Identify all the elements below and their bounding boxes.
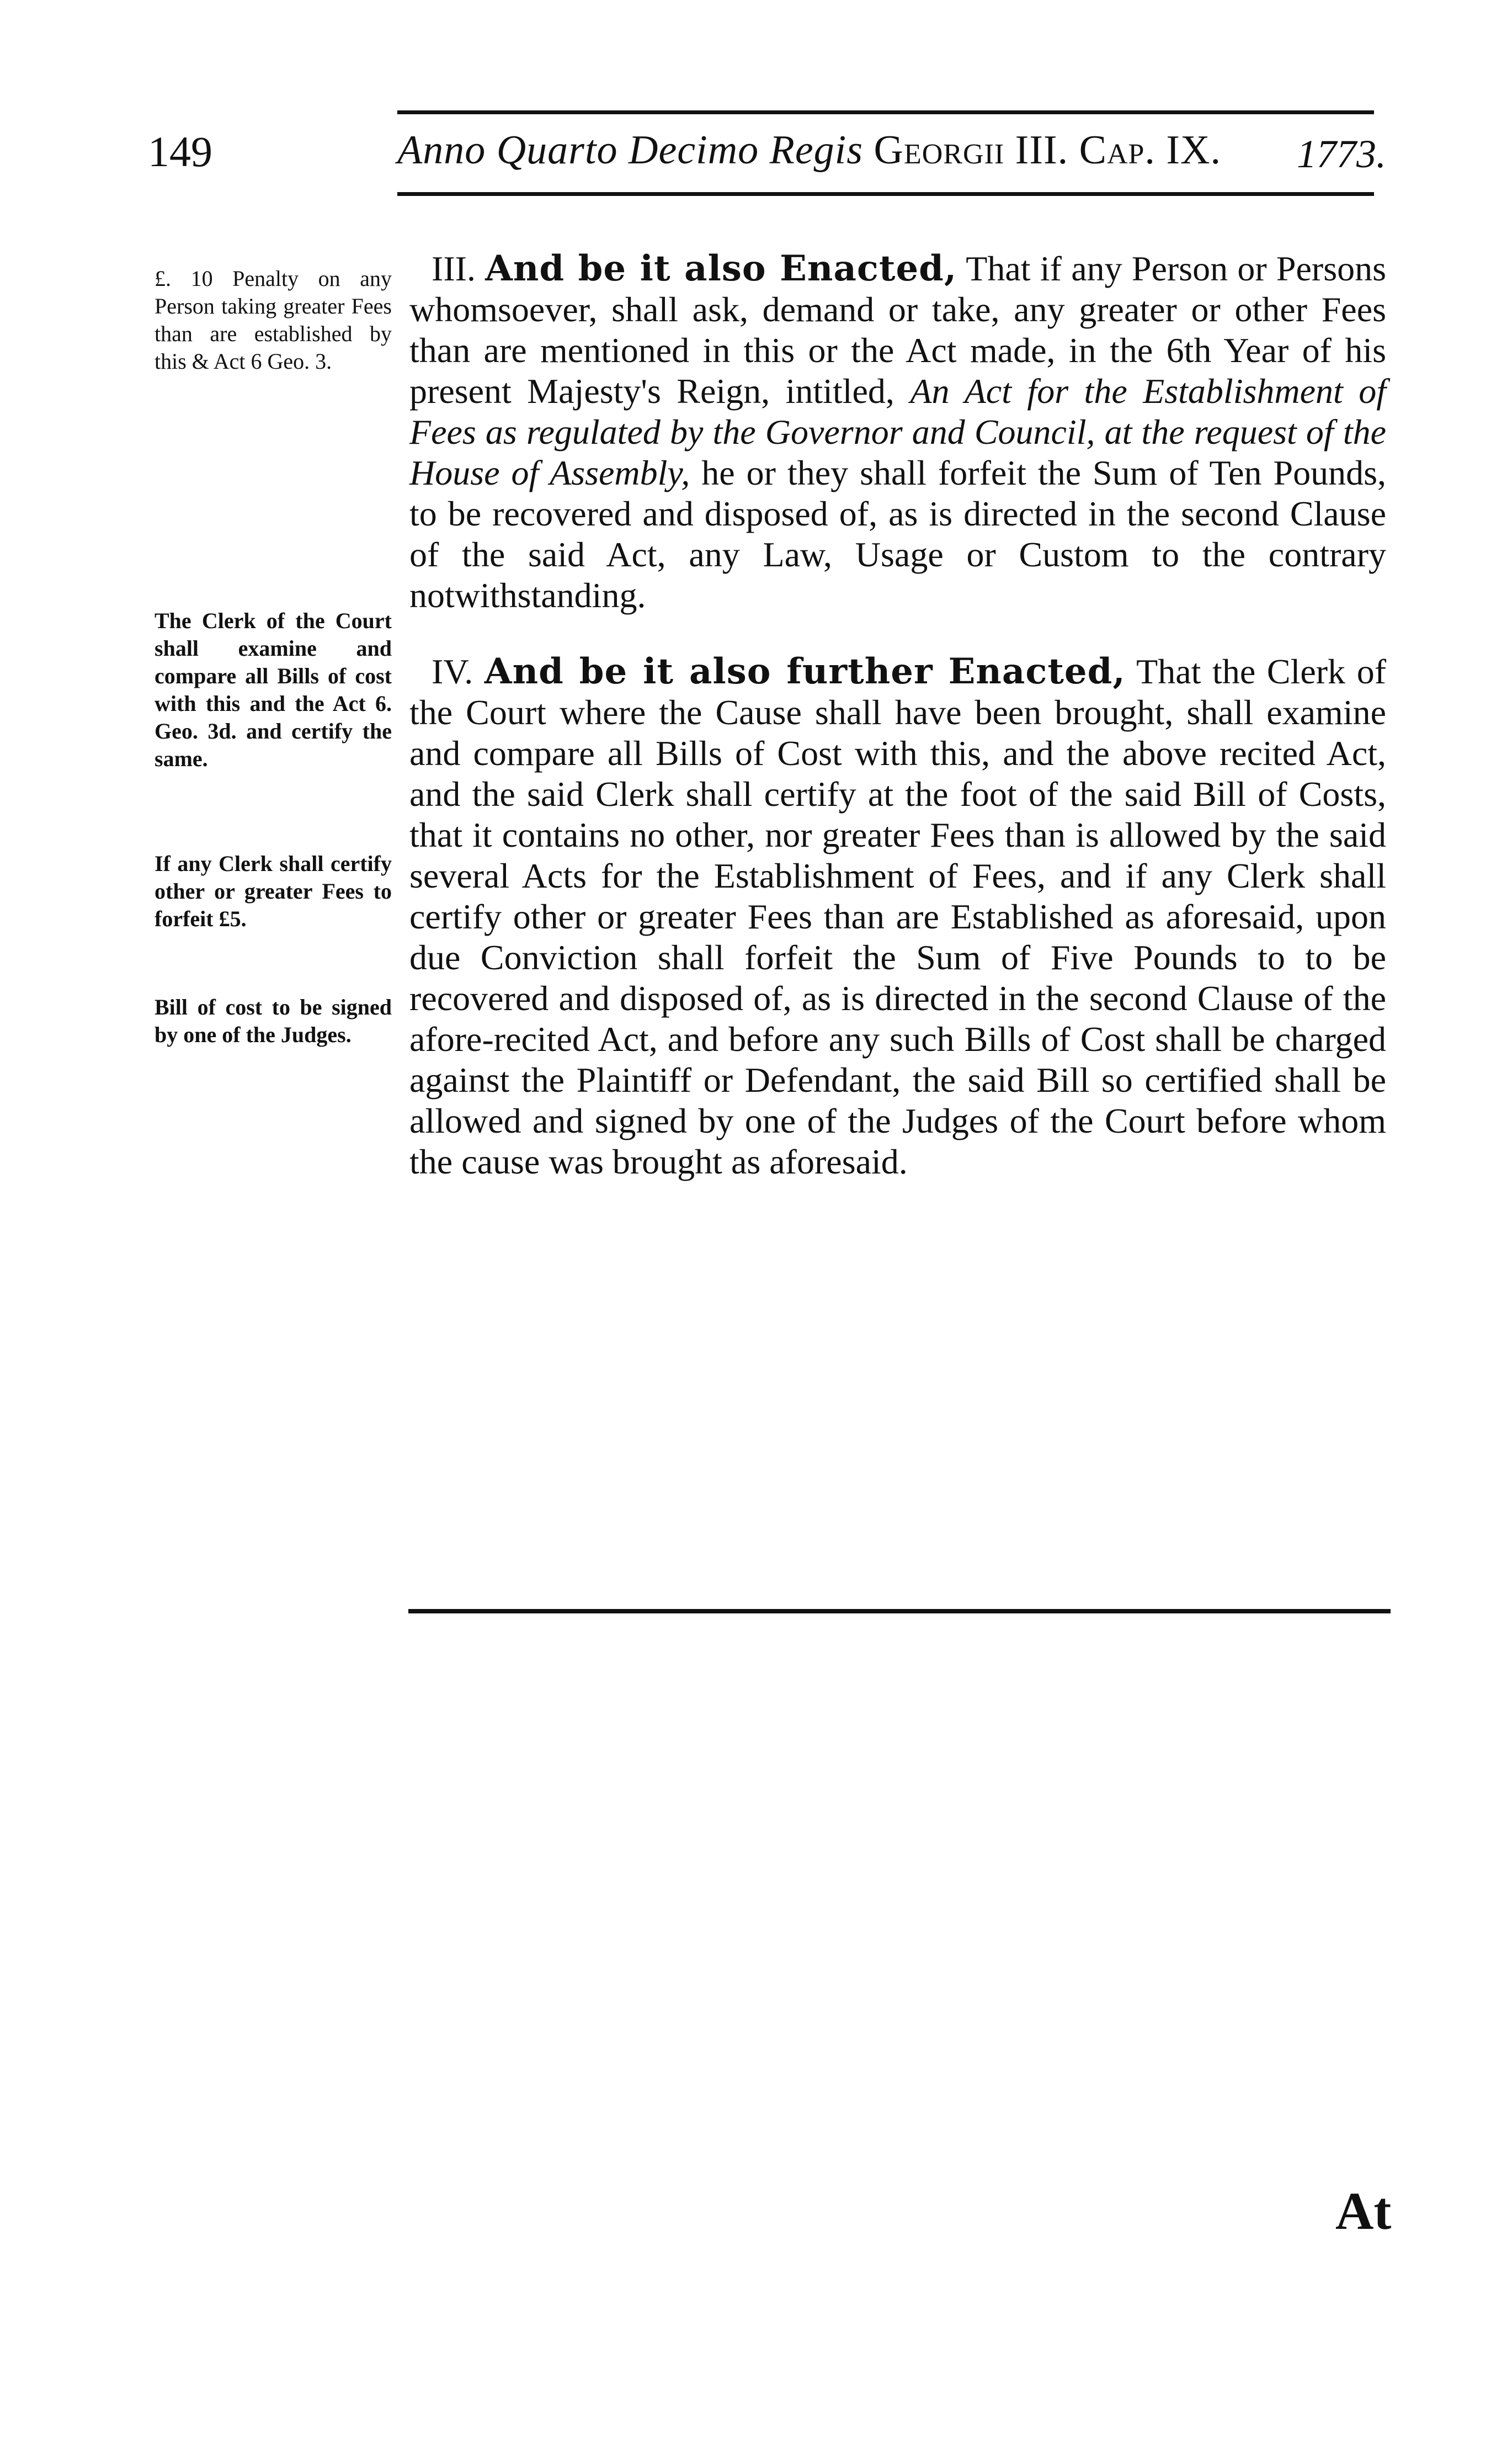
header-top-rule [397,110,1374,114]
running-title-italic: Anno Quarto Decimo Regis [397,128,874,173]
margin-note-text: The Clerk of the Court shall examine and compare all Bills of cost with this and the Act 6. Geo. 3d. and certify the same. [155,608,392,771]
enacting-clause: And be it also further Enacted, [484,651,1126,692]
running-title-caps: Georgii III. Cap. IX. [874,128,1222,173]
end-rule [408,1609,1391,1613]
header-bottom-rule [397,192,1374,196]
section-iii-paragraph [409,248,1386,616]
catchword: At [1335,2181,1392,2240]
header-year: 1773. [1297,132,1386,176]
section-text: That the Clerk of the Court where the Cause shall have been brought, shall examine and compare all Bills of Cost with this, and the above recited Act, and the said Clerk shall certify at the foot of the said Bill of Costs, that it contains no other, nor greater Fees than is allowed by the said several Acts for the Establishment of Fees, and if any Clerk shall certify other or greater Fees than are Established as aforesaid, upon due Conviction shall forfeit the Sum of Five Pounds to to be recovered and disposed of, as is directed in the second Clause of the afore-recited Act, and before any such Bills of Cost shall be charged against the Plaintiff or Defendant, the said Bill so certified shall be allowed and signed by one of the Judges of the Court before whom the cause was brought as aforesaid. [409,652,1387,1181]
enacting-clause: And be it also Enacted, [485,248,957,289]
section-iv [409,651,1386,1182]
page-number: 149 [148,128,212,176]
act-title: An Act for the Establishment of Fees as regulated by the Governor and Council, at the request of the House of Assembly, [409,371,1387,492]
margin-note-penalty [155,265,392,375]
running-title [397,127,1221,174]
page-header [0,99,1507,210]
section-iii [409,248,1386,616]
margin-note-text: £. 10 Penalty on any Person taking greater Fees than are established by this & Act 6 Geo. 3. [155,266,392,374]
margin-note-text: If any Clerk shall certify other or greater Fees to forfeit £5. [155,851,392,931]
section-number: III. [432,249,476,288]
margin-note-clerk-examine [155,607,392,773]
section-text: he or they shall forfeit the Sum of Ten Pounds, to be recovered and disposed of, as is directed in the second Clause of the said Act, any Law, Usage or Custom to the contrary notwithstanding. [409,453,1386,615]
margin-note-clerk-forfeit [155,850,392,933]
section-number: IV. [432,652,473,691]
margin-note-bill-signed [155,994,392,1049]
margin-note-text: Bill of cost to be signed by one of the Judges. [155,995,392,1047]
section-iv-paragraph [409,651,1386,1182]
section-text: That if any Person or Persons whomsoever, shall ask, demand or take, any greater or other Fees than are mentioned in this or the Act made, in the 6th Year of his present Majesty's Reign, intitled, [409,249,1387,411]
